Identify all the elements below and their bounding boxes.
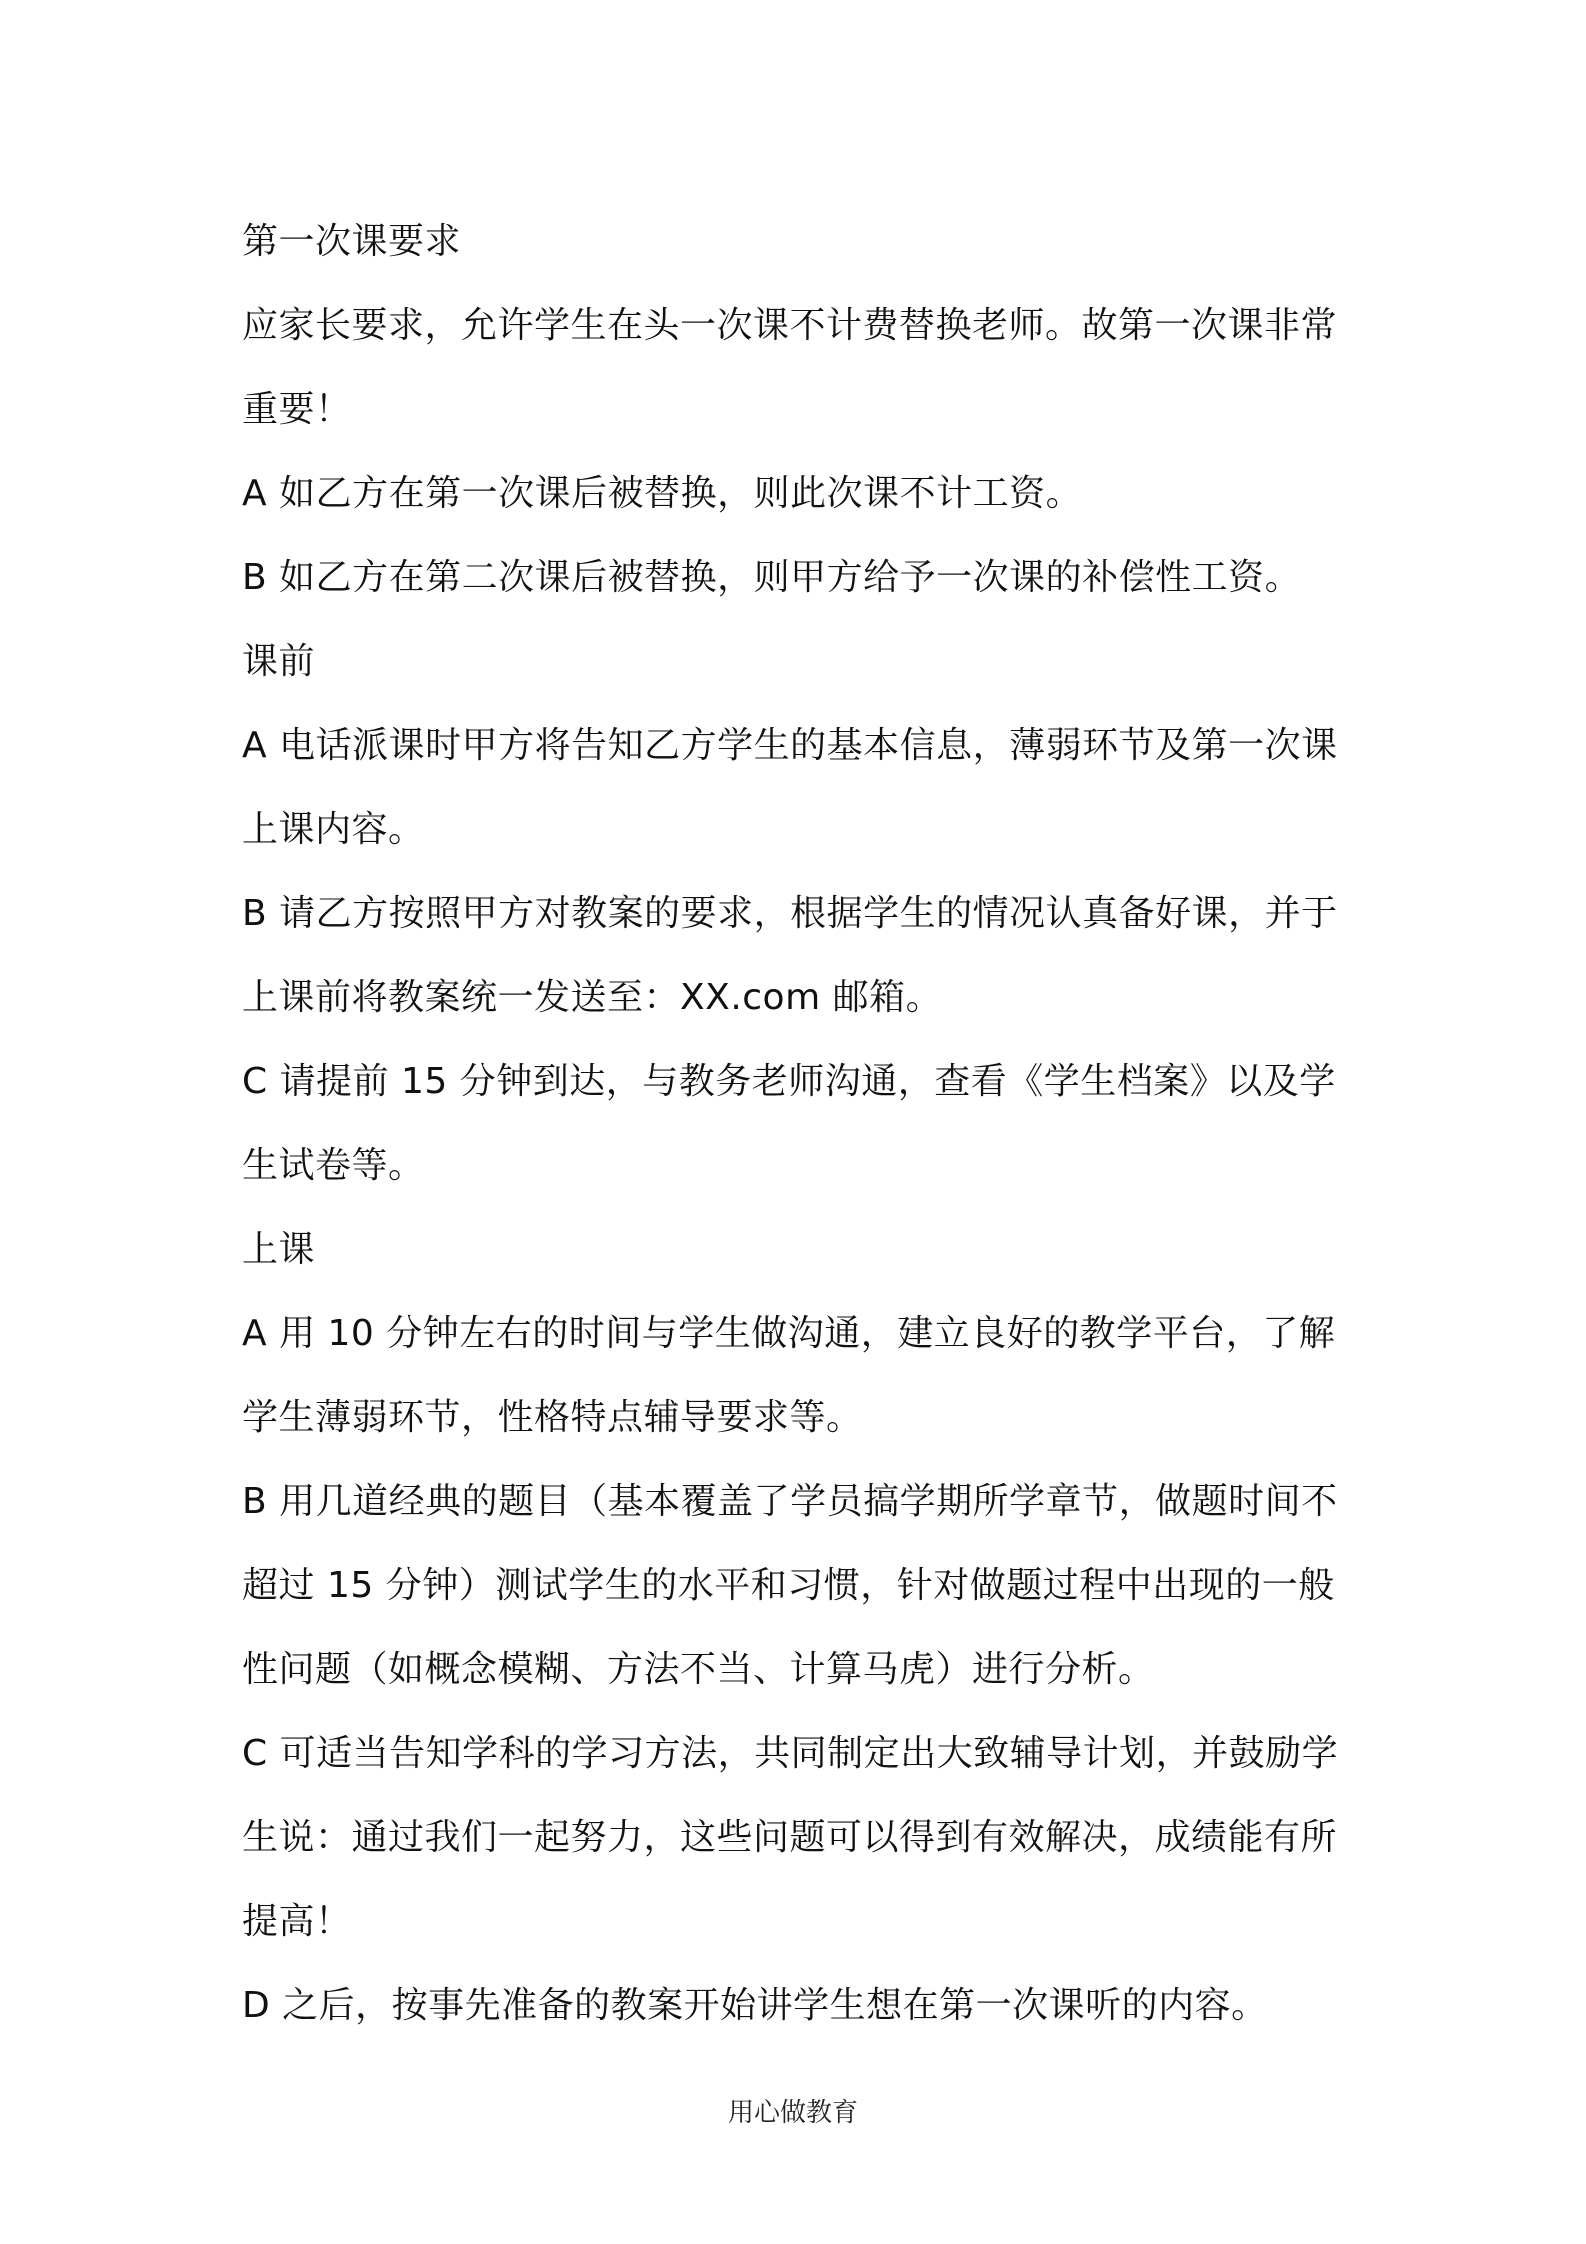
- paragraph-class-b: B 用几道经典的题目（基本覆盖了学员搞学期所学章节，做题时间不超过 15 分钟）测试学生的水平和习惯，针对做题过程中出现的一般性问题（如概念模糊、方法不当、计算马虎）进行分析。: [242, 1481, 1338, 1690]
- page-footer: 用心做教育: [727, 2098, 858, 2128]
- section-heading-in-class: 上课: [242, 1229, 316, 1270]
- paragraph-parent-request: 应家长要求，允许学生在头一次课不计费替换老师。故第一次课非常重要！: [242, 305, 1338, 430]
- paragraph-class-a: A 用 10 分钟左右的时间与学生做沟通，建立良好的教学平台，了解学生薄弱环节，性格特点辅导要求等。: [242, 1313, 1336, 1438]
- section-heading-before-class: 课前: [242, 641, 316, 682]
- paragraph-rule-b: B 如乙方在第二次课后被替换，则甲方给予一次课的补偿性工资。: [242, 557, 1302, 598]
- paragraph-rule-a: A 如乙方在第一次课后被替换，则此次课不计工资。: [242, 473, 1083, 514]
- paragraph-before-a: A 电话派课时甲方将告知乙方学生的基本信息，薄弱环节及第一次课上课内容。: [242, 725, 1338, 850]
- paragraph-class-d: D 之后，按事先准备的教案开始讲学生想在第一次课听的内容。: [242, 1985, 1268, 2026]
- section-heading-first-lesson: 第一次课要求: [242, 221, 462, 262]
- document-body: [242, 200, 1362, 2048]
- paragraph-before-c: C 请提前 15 分钟到达，与教务老师沟通，查看《学生档案》以及学生试卷等。: [242, 1061, 1336, 1186]
- paragraph-before-b: B 请乙方按照甲方对教案的要求，根据学生的情况认真备好课，并于上课前将教案统一发送至：XX.com 邮箱。: [242, 893, 1338, 1018]
- paragraph-class-c: C 可适当告知学科的学习方法，共同制定出大致辅导计划，并鼓励学生说：通过我们一起努力，这些问题可以得到有效解决，成绩能有所提高！: [242, 1733, 1339, 1942]
